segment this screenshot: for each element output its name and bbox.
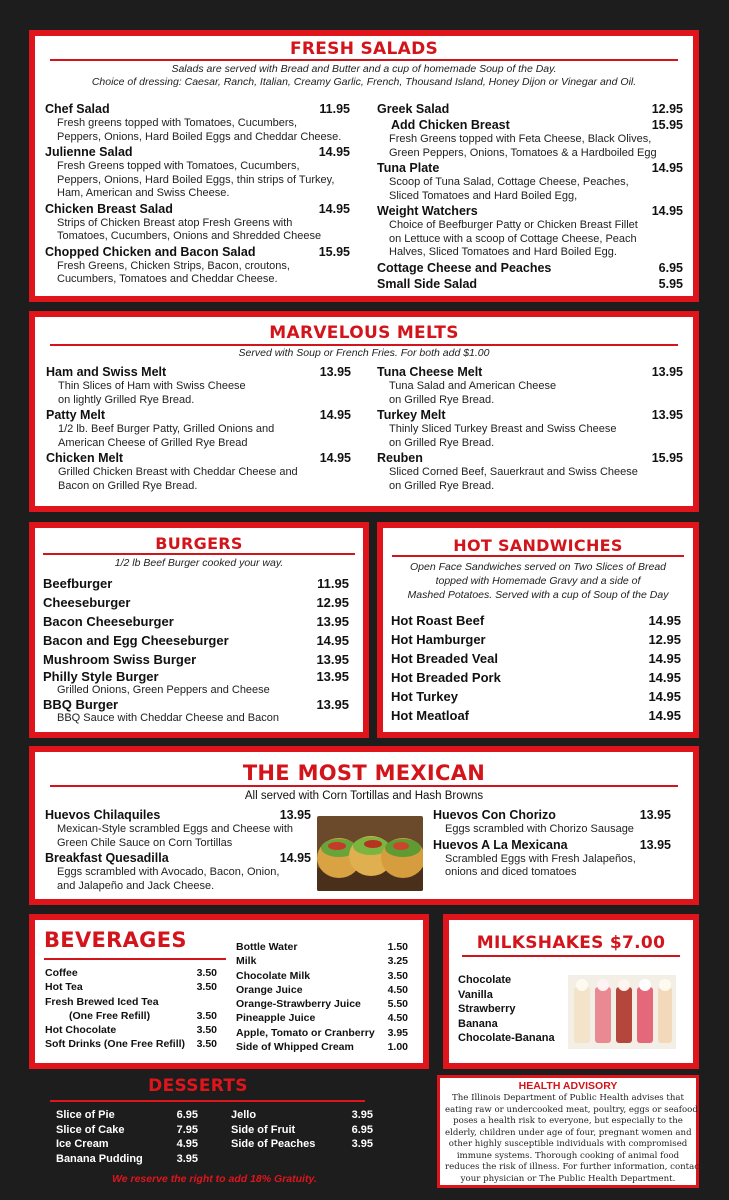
- milkshakes-panel: [443, 914, 699, 1069]
- menu-item-price: 13.95: [279, 808, 311, 822]
- menu-item-name: Tuna Cheese Melt: [377, 365, 483, 379]
- menu-item-row: [377, 204, 683, 219]
- menu-item: [46, 451, 351, 493]
- menu-item-price: 14.95: [318, 145, 350, 159]
- salads-dressing-note: Choice of dressing: Caesar, Ranch, Italian, Creamy Garlic, French, Thousand Island, Honey Dijon or Vinegar and Oil.: [91, 76, 637, 88]
- menu-item-description: American Cheese of Grilled Rye Bread: [58, 436, 248, 449]
- burger-item-price: 13.95: [316, 669, 349, 684]
- menu-item-description: Ham, American and Swiss Cheese.: [57, 187, 230, 199]
- burger-item-row: [43, 697, 349, 712]
- menu-item: [45, 102, 350, 144]
- menu-item-price: 12.95: [651, 102, 683, 116]
- melts-left-column: [46, 365, 351, 494]
- beverage-price: 3.50: [387, 969, 408, 982]
- menu-item-description: Halves, Sliced Tomatoes and Hard Boiled Egg.: [389, 246, 617, 258]
- menu-item-price: 14.95: [651, 204, 683, 218]
- burgers-title: BURGERS: [155, 534, 243, 553]
- beverage-row: [236, 940, 408, 954]
- hot-sandwich-name: Hot Roast Beef: [391, 613, 485, 628]
- milkshake-flavor: Vanilla: [458, 988, 493, 1001]
- dessert-row: [231, 1137, 373, 1152]
- desserts-left-column: [56, 1108, 198, 1166]
- hot-sandwiches-title-rule: [392, 555, 684, 557]
- burgers-title-rule: [43, 553, 355, 555]
- milkshake-flavor: Chocolate: [458, 974, 512, 986]
- menu-item: [46, 365, 351, 407]
- burger-item: [43, 650, 349, 669]
- beverage-row: [236, 1026, 408, 1040]
- menu-item-price: 11.95: [319, 102, 350, 116]
- menu-item-price: 5.95: [658, 276, 683, 291]
- beverages-right-column: [236, 940, 408, 1054]
- beverage-name: Orange-Strawberry Juice: [236, 998, 361, 1011]
- menu-item: [377, 261, 683, 276]
- menu-item-row: [46, 408, 351, 423]
- menu-item-name: Patty Melt: [46, 408, 106, 422]
- burger-item-description: BBQ Sauce with Cheddar Cheese and Bacon: [57, 712, 279, 724]
- menu-item: [45, 145, 350, 201]
- beverage-price: 3.50: [196, 1024, 217, 1037]
- menu-item-row: [377, 277, 683, 292]
- menu-item-description: Peppers, Onions, Hard Boiled Eggs and Cheddar Cheese.: [57, 130, 342, 143]
- health-advisory-line: other highly susceptible individuals with compromised: [448, 1139, 688, 1149]
- hot-sandwich-price: 14.95: [648, 708, 681, 723]
- burger-item-name: Bacon and Egg Cheeseburger: [43, 633, 229, 648]
- beverage-row: [236, 983, 408, 997]
- beverage-price: 4.50: [387, 983, 408, 996]
- menu-item-price: 15.95: [318, 244, 350, 259]
- menu-item-description: Eggs scrambled with Chorizo Sausage: [445, 823, 634, 835]
- menu-item-price: 14.95: [318, 201, 350, 216]
- beverage-price: 3.95: [387, 1026, 408, 1039]
- menu-item-name: Chicken Breast Salad: [45, 201, 173, 216]
- menu-item-description: Cucumbers, Tomatoes and Cheddar Cheese.: [57, 273, 278, 285]
- menu-item-row: [45, 102, 350, 117]
- dessert-price: 4.95: [176, 1138, 198, 1150]
- menu-item-description: Mexican-Style scrambled Eggs and Cheese with: [57, 823, 294, 835]
- health-advisory: [437, 1075, 703, 1188]
- salads-subtitle: Salads are served with Bread and Butter and a cup of homemade Soup of the Day.: [171, 63, 557, 75]
- menu-item-name: Reuben: [377, 451, 423, 465]
- menu-item-name: Chef Salad: [45, 102, 110, 116]
- menu-item: [45, 808, 311, 850]
- salads-left-column: [45, 102, 350, 288]
- burger-item-name: Cheeseburger: [43, 595, 131, 610]
- mexican-title-rule: [50, 785, 678, 787]
- menu-item-row: [377, 408, 683, 423]
- hot-sandwich-row: [391, 611, 681, 630]
- menu-item-price: 13.95: [319, 365, 351, 379]
- menu-item-description: 1/2 lb. Beef Burger Patty, Grilled Onions and: [58, 423, 275, 435]
- hot-sandwich-price: 14.95: [648, 670, 681, 685]
- health-advisory-text: [445, 1093, 703, 1185]
- burger-item-row: [43, 650, 349, 669]
- menu-item: [46, 408, 351, 450]
- milkshakes-photo: [568, 975, 676, 1049]
- burger-item-row: [43, 574, 349, 593]
- menu-item-price: 15.95: [651, 451, 683, 465]
- menu-item-row: [377, 365, 683, 380]
- salads-panel: [29, 30, 699, 302]
- menu-item: [45, 245, 350, 287]
- menu-item-description: on Grilled Rye Bread.: [389, 393, 495, 406]
- dessert-row: [56, 1152, 198, 1167]
- beverage-name: Apple, Tomato or Cranberry: [236, 1026, 375, 1039]
- hot-sandwich-price: 12.95: [648, 632, 681, 647]
- beverage-row: [236, 1011, 408, 1025]
- menu-item-description: Fresh Greens topped with Tomatoes, Cucumbers,: [57, 160, 300, 172]
- dessert-name: Slice of Cake: [56, 1123, 125, 1136]
- dessert-row: [231, 1108, 373, 1123]
- menu-item-name: Huevos Chilaquiles: [45, 808, 161, 822]
- menu-item-description: Tomatoes, Cucumbers, Onions and Shredded Cheese: [57, 230, 322, 242]
- menu-item-name: Small Side Salad: [377, 276, 478, 291]
- menu-item: [377, 118, 683, 160]
- beverage-row: [236, 969, 408, 983]
- burger-item-name: BBQ Burger: [43, 697, 119, 712]
- hot-sandwich-price: 14.95: [648, 651, 681, 666]
- dessert-row: [231, 1123, 373, 1138]
- hot-sandwich-row: [391, 630, 681, 649]
- mexican-title: THE MOST MEXICAN: [242, 761, 486, 785]
- dessert-price: 3.95: [351, 1138, 373, 1150]
- menu-item-price: 13.95: [639, 808, 671, 822]
- melts-inner: [35, 317, 693, 506]
- menu-item-row: [45, 851, 311, 866]
- beverage-row: [45, 980, 217, 994]
- burger-item-price: 11.95: [317, 576, 349, 591]
- beverage-price: 1.50: [387, 941, 408, 953]
- menu-item-price: 15.95: [651, 118, 683, 132]
- menu-item-description: Thin Slices of Ham with Swiss Cheese: [58, 380, 246, 392]
- menu-item-row: [377, 102, 683, 117]
- dessert-price: 3.95: [176, 1152, 198, 1165]
- menu-item-description: Thinly Sliced Turkey Breast and Swiss Cheese: [389, 423, 617, 435]
- menu-item-name: Chopped Chicken and Bacon Salad: [45, 244, 256, 259]
- beverage-price: 3.50: [196, 981, 217, 994]
- hot-sandwiches-subtitle-line: topped with Homemade Gravy and a side of: [435, 575, 641, 587]
- beverage-price: 3.50: [196, 1038, 217, 1051]
- burgers-list: [43, 574, 349, 725]
- burgers-inner: [35, 528, 363, 732]
- beverage-row: [236, 954, 408, 968]
- menu-item-row: [45, 808, 311, 823]
- beverage-price: 1.00: [387, 1041, 408, 1054]
- beverage-name: Hot Tea: [45, 981, 83, 994]
- hot-sandwich-name: Hot Breaded Veal: [391, 651, 498, 666]
- burger-item-price: 12.95: [316, 595, 349, 610]
- burger-item-row: [43, 612, 349, 631]
- salads-title: FRESH SALADS: [289, 39, 439, 59]
- dessert-name: Banana Pudding: [56, 1152, 143, 1165]
- dessert-row: [56, 1137, 198, 1152]
- hot-sandwiches-title: HOT SANDWICHES: [453, 536, 623, 555]
- health-advisory-line: your physician or The Public Health Department.: [460, 1173, 676, 1184]
- milkshake-flavor: Strawberry: [458, 1003, 516, 1015]
- beverage-name: Side of Whipped Cream: [236, 1041, 354, 1054]
- menu-item-row: [45, 245, 350, 260]
- menu-item-name: Weight Watchers: [377, 204, 478, 218]
- menu-item-description: Fresh Greens topped with Feta Cheese, Black Olives,: [389, 133, 652, 145]
- hot-sandwich-row: [391, 649, 681, 668]
- salads-right-column: [377, 102, 683, 293]
- health-advisory-line: poses a health risk to everyone, but especially to the: [453, 1116, 683, 1126]
- menu-item-name: Huevos Con Chorizo: [433, 808, 556, 822]
- dessert-row: [56, 1108, 198, 1123]
- burger-item-name: Bacon Cheeseburger: [43, 614, 174, 629]
- health-advisory-line: The Illinois Department of Public Health advises that: [452, 1093, 684, 1103]
- menu-item-description: Fresh Greens, Chicken Strips, Bacon, croutons,: [57, 259, 290, 272]
- beverages-title: BEVERAGES: [44, 928, 187, 952]
- menu-item-row: [45, 202, 350, 217]
- menu-item-name: Tuna Plate: [377, 161, 440, 175]
- menu-item-price: 13.95: [651, 365, 683, 379]
- milkshake-flavor: Banana: [458, 1017, 498, 1030]
- desserts-title: DESSERTS: [148, 1076, 248, 1096]
- hot-sandwiches-list: [391, 611, 681, 725]
- health-advisory-line: immune systems. Thorough cooking of animal food: [456, 1150, 680, 1161]
- menu-item-description: on Grilled Rye Bread.: [389, 479, 495, 492]
- dessert-name: Side of Peaches: [231, 1138, 316, 1150]
- menu-item-description: Strips of Chicken Breast atop Fresh Greens with: [57, 216, 293, 229]
- hot-sandwich-row: [391, 687, 681, 706]
- menu-item-row: [46, 451, 351, 466]
- melts-subtitle: Served with Soup or French Fries. For both add $1.00: [238, 347, 490, 359]
- beverage-row: [236, 1040, 408, 1054]
- mexican-right-column: [433, 808, 671, 881]
- beverage-price: 4.50: [387, 1012, 408, 1025]
- beverage-price: 3.50: [196, 967, 217, 979]
- dessert-name: Ice Cream: [56, 1138, 109, 1150]
- dessert-name: Jello: [231, 1109, 257, 1121]
- hot-sandwiches-inner: [383, 528, 693, 732]
- melts-right-column: [377, 365, 683, 494]
- hot-sandwich-row: [391, 668, 681, 687]
- menu-item-row: [377, 261, 683, 276]
- milkshake-flavor: Chocolate-Banana: [458, 1032, 555, 1044]
- health-advisory-title: HEALTH ADVISORY: [518, 1080, 618, 1092]
- hot-sandwiches-subtitle-line: Mashed Potatoes. Served with a cup of Soup of the Day: [407, 589, 669, 601]
- milkshakes-title-rule: [462, 955, 680, 957]
- hot-sandwich-price: 14.95: [648, 613, 681, 628]
- beverage-name: Orange Juice: [236, 983, 303, 996]
- desserts-right-column: [231, 1108, 373, 1152]
- menu-item-row: [377, 451, 683, 466]
- menu-item-name: Cottage Cheese and Peaches: [377, 260, 552, 275]
- menu-item: [377, 365, 683, 407]
- beverages-inner: [35, 920, 423, 1063]
- burger-item: [43, 669, 349, 697]
- dessert-price: 3.95: [351, 1109, 373, 1121]
- menu-item-description: Peppers, Onions, Hard Boiled Eggs, thin strips of Turkey,: [57, 173, 335, 186]
- dessert-price: 7.95: [176, 1123, 198, 1136]
- dessert-name: Slice of Pie: [56, 1109, 115, 1121]
- beverage-row: [45, 1009, 217, 1023]
- menu-item-description: on Grilled Rye Bread.: [389, 436, 495, 449]
- menu-item-row: [433, 838, 671, 853]
- menu-item-description: Sliced Corned Beef, Sauerkraut and Swiss Cheese: [389, 466, 638, 478]
- menu-item-description: Scoop of Tuna Salad, Cottage Cheese, Peaches,: [389, 176, 629, 188]
- beverage-row: [236, 997, 408, 1011]
- hot-sandwich-row: [391, 706, 681, 725]
- burger-item: [43, 593, 349, 612]
- dessert-row: [56, 1123, 198, 1138]
- beverages-title-rule: [44, 958, 226, 960]
- menu-item-price: 14.95: [319, 408, 351, 422]
- milkshakes-flavor-list: [458, 973, 568, 1046]
- menu-item-description: Grilled Chicken Breast with Cheddar Cheese and: [58, 466, 298, 478]
- menu-item-description: Sliced Tomatoes and Hard Boiled Egg,: [389, 189, 578, 202]
- beverages-panel: [29, 914, 429, 1069]
- hot-sandwiches-panel: [377, 522, 699, 738]
- menu-item-description: Green Chile Sauce on Corn Tortillas: [57, 836, 233, 849]
- melts-panel: [29, 311, 699, 512]
- burger-item-row: [43, 593, 349, 612]
- menu-item-name: Chicken Melt: [46, 451, 124, 465]
- health-advisory-line: reduces the risk of illness. For further information, contact: [445, 1162, 703, 1172]
- health-advisory-line: elderly, children under age of four, pregnant women and: [445, 1127, 692, 1138]
- menu-item-name: Greek Salad: [377, 102, 450, 116]
- hot-sandwich-price: 14.95: [648, 689, 681, 704]
- desserts-section: [40, 1076, 380, 1196]
- menu-item-description: Bacon on Grilled Rye Bread.: [58, 479, 198, 492]
- beverage-name: Milk: [236, 955, 257, 968]
- menu-item-price: 6.95: [658, 260, 683, 275]
- menu-item-row: [377, 118, 683, 133]
- menu-item-price: 14.95: [319, 451, 351, 465]
- milkshakes-inner: [449, 920, 693, 1063]
- hot-sandwiches-subtitle-line: Open Face Sandwiches served on Two Slices of Bread: [409, 561, 667, 573]
- menu-item-name: Julienne Salad: [45, 145, 133, 159]
- mexican-inner: [35, 752, 693, 899]
- menu-item: [377, 408, 683, 450]
- hot-sandwich-name: Hot Turkey: [391, 689, 458, 704]
- menu-item-description: onions and diced tomatoes: [445, 866, 577, 878]
- burger-item: [43, 697, 349, 725]
- dessert-price: 6.95: [176, 1109, 198, 1121]
- menu-item-description: Scrambled Eggs with Fresh Jalapeños,: [445, 852, 636, 865]
- beverage-name: Pineapple Juice: [236, 1012, 316, 1025]
- beverage-name: (One Free Refill): [69, 1009, 151, 1022]
- menu-item-name: Turkey Melt: [377, 408, 446, 422]
- burger-item-price: 13.95: [316, 652, 349, 667]
- menu-item: [377, 161, 683, 203]
- menu-item-description: Eggs scrambled with Avocado, Bacon, Onion,: [57, 866, 280, 878]
- beverage-name: Fresh Brewed Iced Tea: [45, 995, 159, 1008]
- burger-item-name: Beefburger: [43, 576, 113, 591]
- menu-item: [377, 277, 683, 292]
- mexican-left-column: [45, 808, 311, 894]
- beverage-name: Coffee: [45, 967, 78, 979]
- beverage-row: [45, 995, 217, 1009]
- dessert-name: Side of Fruit: [231, 1123, 296, 1136]
- mexican-subtitle: All served with Corn Tortillas and Hash Browns: [244, 790, 484, 802]
- beverage-name: Bottle Water: [236, 941, 298, 953]
- menu-item-row: [377, 161, 683, 176]
- beverage-row: [45, 1037, 217, 1051]
- burger-item: [43, 631, 349, 650]
- menu-item-description: Fresh greens topped with Tomatoes, Cucumbers,: [57, 117, 298, 129]
- menu-item-price: 14.95: [279, 851, 311, 865]
- menu-item-name: Add Chicken Breast: [391, 118, 510, 132]
- beverage-name: Chocolate Milk: [236, 969, 311, 982]
- burger-item: [43, 612, 349, 631]
- menu-item-description: Choice of Beefburger Patty or Chicken Breast Fillet: [389, 219, 638, 231]
- melts-title: MARVELOUS MELTS: [269, 323, 459, 343]
- milkshakes-title: MILKSHAKES $7.00: [476, 933, 666, 953]
- beverage-price: 3.25: [387, 955, 408, 968]
- burger-item-description: Grilled Onions, Green Peppers and Cheese: [57, 684, 270, 696]
- burger-item-name: Philly Style Burger: [43, 669, 159, 684]
- menu-item-price: 13.95: [651, 408, 683, 422]
- menu-item: [377, 451, 683, 493]
- hot-sandwich-name: Hot Hamburger: [391, 632, 486, 647]
- menu-item-row: [433, 808, 671, 823]
- menu-item-price: 13.95: [639, 837, 671, 852]
- burgers-panel: [29, 522, 369, 738]
- burger-item-price: 14.95: [316, 633, 349, 648]
- beverage-name: Soft Drinks (One Free Refill): [45, 1038, 186, 1051]
- burger-item-row: [43, 631, 349, 650]
- gratuity-note: We reserve the right to add 18% Gratuity.: [112, 1173, 317, 1185]
- hot-sandwich-name: Hot Breaded Pork: [391, 670, 501, 685]
- salads-inner: [35, 36, 693, 296]
- dessert-price: 6.95: [351, 1123, 373, 1136]
- hot-sandwiches-subtitle: [383, 560, 693, 602]
- beverage-row: [45, 1023, 217, 1037]
- beverage-price: 3.50: [196, 1009, 217, 1022]
- beverages-left-column: [45, 966, 217, 1052]
- burger-item: [43, 574, 349, 593]
- menu-item-row: [46, 365, 351, 380]
- burger-item-name: Mushroom Swiss Burger: [43, 652, 197, 667]
- menu-item: [433, 808, 671, 837]
- mexican-panel: [29, 746, 699, 905]
- beverage-row: [45, 966, 217, 980]
- menu-item: [45, 851, 311, 893]
- menu-item-price: 14.95: [651, 161, 683, 175]
- burger-item-price: 13.95: [316, 697, 349, 712]
- menu-item-description: Tuna Salad and American Cheese: [389, 380, 557, 392]
- menu-item-name: Ham and Swiss Melt: [46, 365, 167, 379]
- menu-item: [45, 202, 350, 244]
- hot-sandwich-name: Hot Meatloaf: [391, 708, 469, 723]
- melts-title-rule: [50, 344, 678, 346]
- menu-item-description: on Lettuce with a scoop of Cottage Cheese, Peach: [389, 232, 637, 245]
- beverage-name: Hot Chocolate: [45, 1024, 117, 1037]
- burger-item-price: 13.95: [316, 614, 349, 629]
- menu-item-description: and Jalapeño and Jack Cheese.: [57, 879, 215, 892]
- menu-item: [377, 204, 683, 260]
- menu-item-description: on lightly Grilled Rye Bread.: [58, 393, 195, 406]
- burger-item-row: [43, 669, 349, 684]
- tacos-photo: [317, 816, 423, 891]
- menu-item-row: [45, 145, 350, 160]
- salads-title-rule: [50, 59, 678, 61]
- menu-item-name: Breakfast Quesadilla: [45, 851, 169, 865]
- menu-item: [433, 838, 671, 880]
- desserts-title-rule: [50, 1100, 365, 1102]
- menu-item-description: Green Peppers, Onions, Tomatoes & a Hardboiled Egg: [389, 146, 657, 159]
- beverage-price: 5.50: [387, 998, 408, 1011]
- menu-item-name: Huevos A La Mexicana: [433, 837, 568, 852]
- burgers-subtitle: 1/2 lb Beef Burger cooked your way.: [114, 557, 284, 569]
- health-advisory-line: eating raw or undercooked meat, poultry, eggs or seafood: [445, 1104, 698, 1115]
- menu-item: [377, 102, 683, 117]
